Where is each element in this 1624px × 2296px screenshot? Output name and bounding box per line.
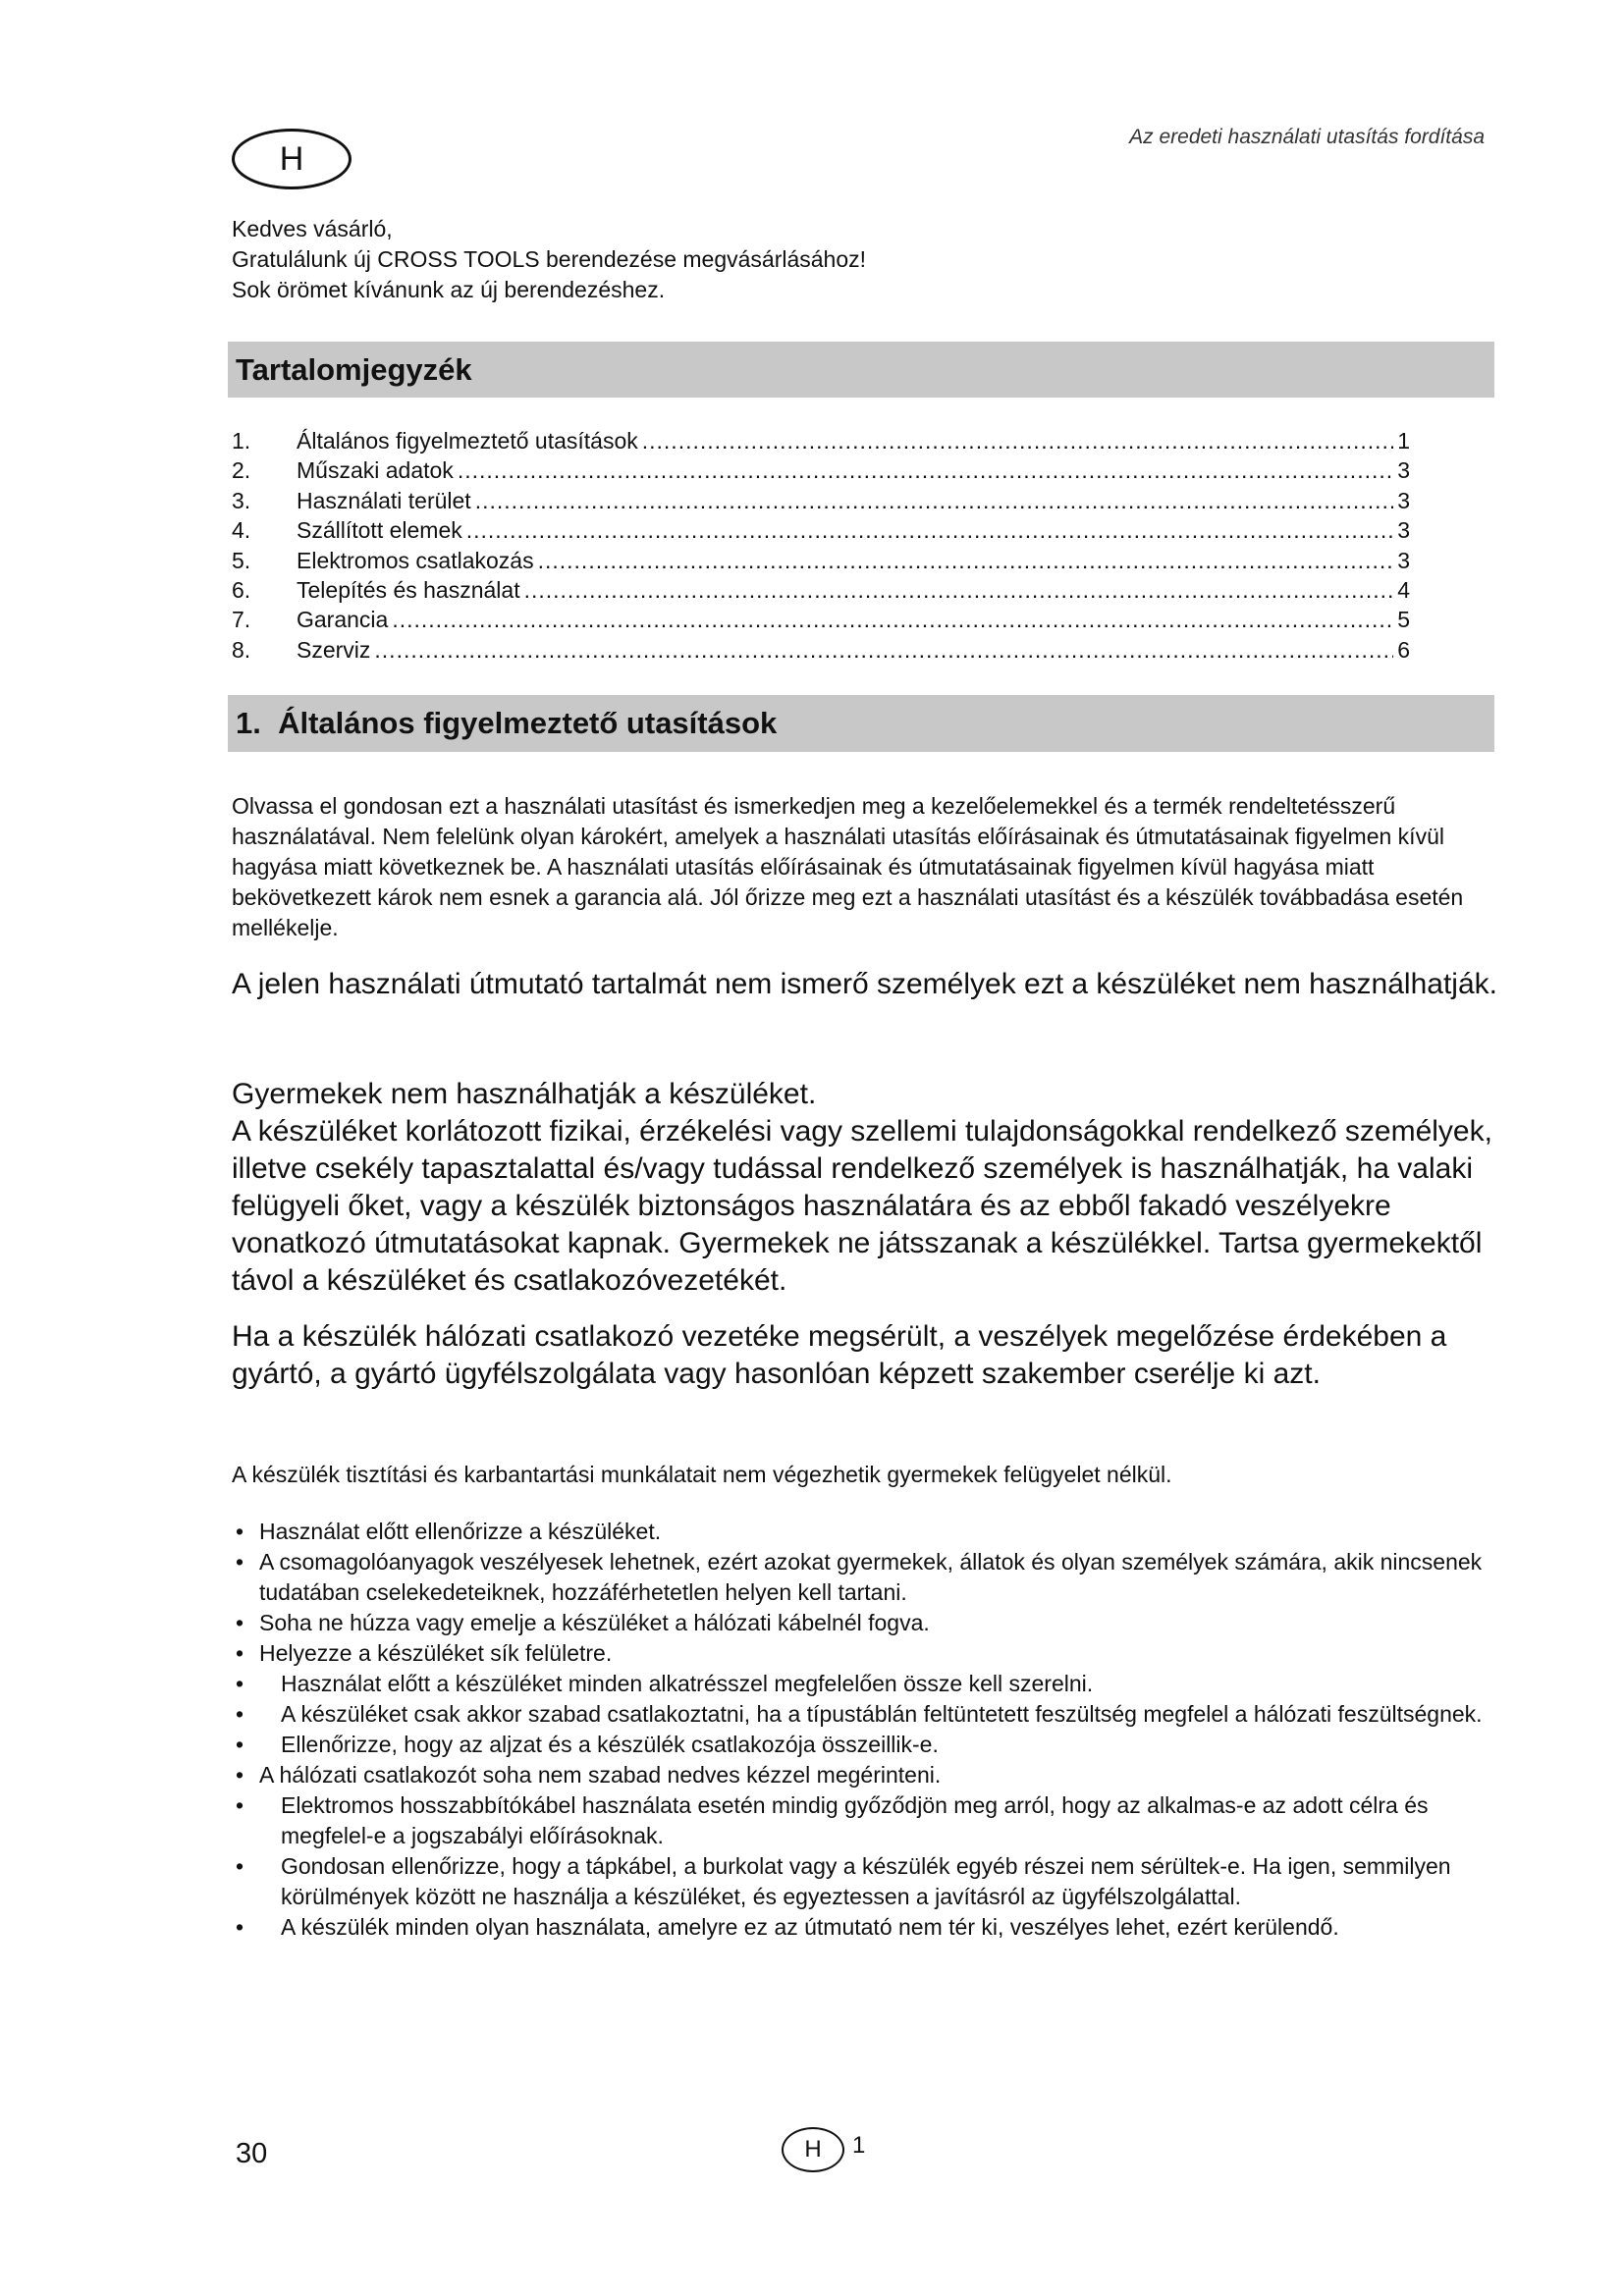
toc-entry-number: 4. [232,517,251,544]
toc-entry-page: 6 [1397,636,1410,663]
list-item: • Használat előtt ellenőrizze a készüléket. [232,1517,1498,1547]
toc-title: Tartalomjegyzék [236,351,472,387]
toc-leader-dots [524,577,1394,604]
toc-entry[interactable] [232,428,1410,457]
safety-bullet-list [232,1517,1498,1943]
toc-entry-number: 7. [232,607,251,633]
list-item: • Gondosan ellenőrizze, hogy a tápkábel, a burkolat vagy a készülék egyéb részei nem sérültek-e. Ha igen, semmilyen körülmények között ne használja a készüléket, és egyeztessen a javításról az ügyfélszolgálattal. [232,1851,1498,1912]
toc-entry-title: Elektromos csatlakozás [297,547,534,573]
toc-leader-dots [642,428,1393,454]
toc-entry-page: 3 [1397,457,1410,484]
cable-warning-paragraph: Ha a készülék hálózati csatlakozó vezetéke megsérült, a veszélyek megelőzése érdekében a gyártó, a gyártó ügyfélszolgálata vagy hasonlóan képzett szakember cserélje ki azt. [232,1320,1447,1390]
toc-entry[interactable] [232,457,1410,487]
toc-heading [228,342,1494,398]
children-warning [232,1076,1498,1300]
toc-entry-title: Általános figyelmeztető utasítások [297,428,638,454]
list-item: • Használat előtt a készüléket minden alkatrésszel megfelelően össze kell szerelni. [232,1669,1498,1699]
toc-entry-page: 1 [1397,428,1410,454]
toc-leader-dots [392,607,1393,633]
list-item: • Ellenőrizze, hogy az aljzat és a készülék csatlakozója összeillik-e. [232,1730,1498,1760]
toc-entry-number: 2. [232,457,251,484]
footer-language-code: H [804,2136,822,2163]
toc-entry[interactable] [232,607,1410,636]
intro-paragraph: Olvassa el gondosan ezt a használati utasítást és ismerkedjen meg a kezelőelemekkel és a termék rendeltetésszerű használatával. Nem felelünk olyan károkért, amelyek a használati utasítás előírásainak és útmutatásainak figyelmen kívül hagyása miatt következnek be. A használati utasítás előírásainak és útmutatásainak figyelmen kívül hagyása miatt bekövetkezett károk nem esnek a garancia alá. Jól őrizze meg ezt a használati utasítást és a készülék továbbadása esetén mellékelje. [232,793,1464,940]
toc-entry-title: Műszaki adatok [297,457,454,484]
language-code: H [279,139,304,178]
section-heading [228,695,1494,752]
toc-entry[interactable] [232,548,1410,577]
toc-leader-dots [374,637,1393,664]
list-item: • Soha ne húzza vagy emelje a készüléket a hálózati kábelnél fogva. [232,1608,1498,1638]
table-of-contents [232,428,1410,667]
toc-entry-title: Használati terület [297,487,471,513]
children-warning-line: Gyermekek nem használhatják a készüléket. [232,1078,817,1110]
section-title: 1. Általános figyelmeztető utasítások [236,706,778,740]
toc-entry[interactable] [232,577,1410,607]
footer-subpage: 1 [852,2132,866,2159]
toc-entry[interactable] [232,517,1410,547]
list-item: • A hálózati csatlakozót soha nem szabad nedves kézzel megérinteni. [232,1760,1498,1790]
toc-entry-title: Szállított elemek [297,517,462,544]
translation-note: Az eredeti használati utasítás fordítása [1129,126,1485,148]
toc-entry-page: 3 [1397,547,1410,573]
toc-entry-page: 3 [1397,487,1410,513]
toc-leader-dots [475,488,1394,514]
language-badge [232,129,352,189]
greeting-line: Gratulálunk új CROSS TOOLS berendezése megvásárlásához! [232,246,867,272]
list-item: • Elektromos hosszabbítókábel használata esetén mindig győződjön meg arról, hogy az alkalmas-e az adott célra és megfelel-e a jogszabályi előírásoknak. [232,1790,1498,1851]
toc-entry-number: 3. [232,487,251,513]
greeting-line: Kedves vásárló, [232,216,393,241]
toc-entry-title: Szerviz [297,636,371,663]
page-number: 30 [236,2138,268,2169]
toc-entry-number: 1. [232,428,251,454]
list-item: • A készüléket csak akkor szabad csatlakoztatni, ha a típustáblán feltüntetett feszültség megfelel a hálózati feszültségnek. [232,1699,1498,1730]
toc-leader-dots [458,457,1393,484]
list-item: • A csomagolóanyagok veszélyesek lehetnek, ezért azokat gyermekek, állatok és olyan személyek számára, akik nincsenek tudatában cselekedeteiknek, hozzáférhetetlen helyen kell tartani. [232,1547,1498,1608]
toc-entry-page: 3 [1397,517,1410,544]
toc-entry-page: 5 [1397,607,1410,633]
toc-entry-number: 8. [232,636,251,663]
toc-entry-title: Garancia [297,607,389,633]
cleaning-note: A készülék tisztítási és karbantartási munkálatait nem végezhetik gyermekek felügyelet nélkül. [232,1462,1172,1487]
warning-paragraph: A jelen használati útmutató tartalmát nem ismerő személyek ezt a készüléket nem használhatják. [232,968,1497,1000]
footer-language-badge [782,2127,844,2172]
toc-entry[interactable] [232,488,1410,517]
toc-entry[interactable] [232,637,1410,667]
restricted-users-paragraph: A készüléket korlátozott fizikai, érzékelési vagy szellemi tulajdonságokkal rendelkező személyek, illetve csekély tapasztalattal és/vagy tudással rendelkező személyek is használhatják, ha valaki felügyeli őket, vagy a készülék biztonságos használatára és az ebből fakadó veszélyekre vonatkozó útmutatásokat kapnak. Gyermekek ne játsszanak a készülékkel. Tartsa gyermekektől távol a készüléket és csatlakozóvezetékét. [232,1115,1492,1297]
list-item: • A készülék minden olyan használata, amelyre ez az útmutató nem tér ki, veszélyes lehet, ezért kerülendő. [232,1912,1498,1943]
toc-entry-title: Telepítés és használat [297,576,520,603]
list-item: • Helyezze a készüléket sík felületre. [232,1638,1498,1669]
toc-leader-dots [538,548,1394,574]
greeting [232,214,866,305]
toc-leader-dots [466,517,1393,544]
toc-entry-number: 6. [232,576,251,603]
greeting-line: Sok örömet kívánunk az új berendezéshez. [232,277,666,302]
toc-entry-page: 4 [1397,576,1410,603]
toc-entry-number: 5. [232,547,251,573]
